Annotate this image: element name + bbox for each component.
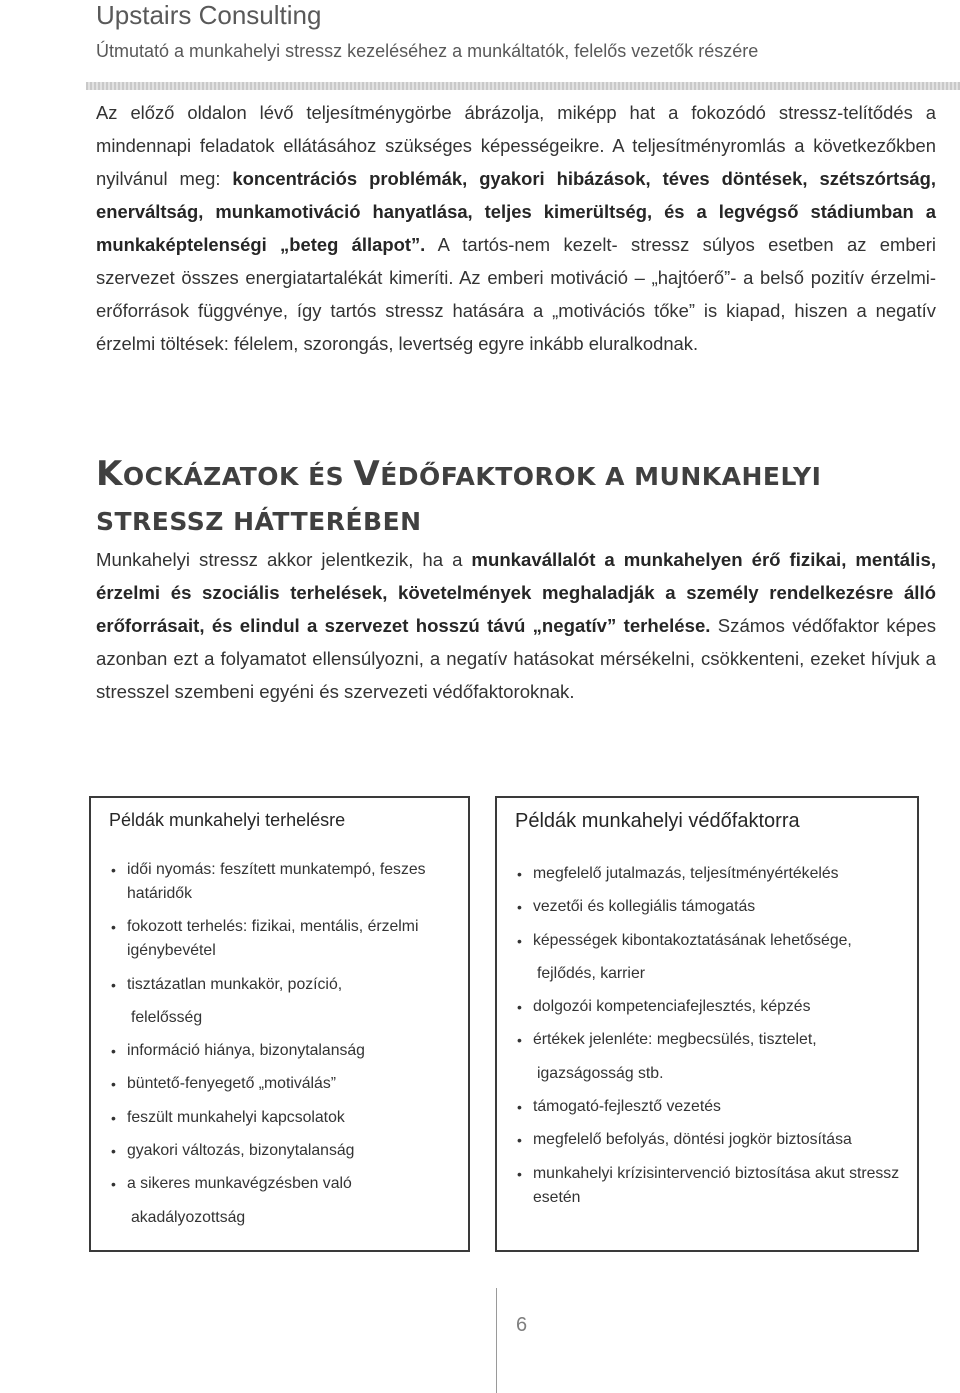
box-title: Példák munkahelyi védőfaktorra <box>515 810 800 832</box>
list-item: • képességek kibontakoztatásának lehetősége, <box>517 929 907 953</box>
heading-capital: K <box>96 454 123 494</box>
list-item: • megfelelő jutalmazás, teljesítményértékelés <box>517 862 907 886</box>
list-item: • információ hiánya, bizonytalanság <box>111 1039 441 1063</box>
paragraph-performance <box>96 96 936 360</box>
heading-text: STRESSZ HÁTTERÉBEN <box>96 507 422 536</box>
list-item-continuation: akadályozottság <box>131 1208 246 1226</box>
list-item: • vezetői és kollegiális támogatás <box>517 895 907 919</box>
paragraph-bold-text: koncentrációs problémák, gyakori hibázások, téves döntések, szétszórtság, enerváltság, munkamotiváció hanyatlása, teljes kimerültség, és a legvégső stádiumban a munkaképtelenségi „beteg állapot”. <box>96 168 936 255</box>
list-item: • büntető-fenyegető „motiválás” <box>111 1072 441 1096</box>
protective-factors-box <box>495 796 919 1252</box>
workload-list <box>111 858 441 1239</box>
list-item: • tisztázatlan munkakör, pozíció, <box>111 973 441 997</box>
protective-list <box>517 862 907 1219</box>
heading-text: OCKÁZATOK ÉS <box>122 462 354 491</box>
page-number: 6 <box>516 1314 528 1336</box>
list-item-continuation: igazságosság stb. <box>537 1064 664 1082</box>
paragraph-text: Számos védőfaktor képes azonban ezt a folyamatot ellensúlyozni, a negatív hatásokat mérsékelni, csökkenteni, ezeket hívjuk a stresszel szembeni egyéni és szervezeti védőfaktoroknak. <box>96 615 936 702</box>
list-item-continuation: felelősség <box>131 1008 203 1026</box>
document-subtitle: Útmutató a munkahelyi stressz kezeléséhez a munkáltatók, felelős vezetők részére <box>96 41 759 61</box>
heading-capital: V <box>353 454 381 494</box>
list-item: • gyakori változás, bizonytalanság <box>111 1139 441 1163</box>
paragraph-text: A tartós-nem kezelt- stressz súlyos esetben az emberi szervezet összes energiatartalékát kimeríti. Az emberi motiváció – „hajtóerő”- a belső pozitív érzelmi-erőforrások függvénye, így tartós stressz hatására a „motivációs tőke” is kiapad, hiszen a negatív érzelmi töltések: félelem, szorongás, levertség egyre inkább eluralkodnak. <box>96 234 936 354</box>
heading-text: ÉDŐFAKTOROK A MUNKAHELYI <box>380 462 822 491</box>
paragraph-text: Munkahelyi stressz akkor jelentkezik, ha a <box>96 549 472 570</box>
workload-examples-box <box>89 796 470 1252</box>
list-item: • dolgozói kompetenciafejlesztés, képzés <box>517 995 907 1019</box>
header-divider <box>86 82 960 90</box>
list-item: • feszült munkahelyi kapcsolatok <box>111 1106 441 1130</box>
list-item: • megfelelő befolyás, döntési jogkör biztosítása <box>517 1128 907 1152</box>
list-item: • munkahelyi krízisintervenció biztosítása akut stressz esetén <box>517 1162 907 1210</box>
page-number-divider <box>496 1288 497 1393</box>
section-heading <box>96 452 916 544</box>
list-item: • támogató-fejlesztő vezetés <box>517 1095 907 1119</box>
list-item: • értékek jelenléte: megbecsülés, tisztelet, <box>517 1028 907 1052</box>
paragraph-bold-text: munkavállalót a munkahelyen érő fizikai, mentális, érzelmi és szociális terhelések, követelmények meghaladják a személy rendelkezésre álló erőforrásait, és elindul a szervezet hosszú távú „negatív” terhelése. <box>96 549 936 636</box>
company-name: Upstairs Consulting <box>96 0 322 30</box>
list-item: • idői nyomás: feszített munkatempó, feszes határidők <box>111 858 441 906</box>
list-item: • fokozott terhelés: fizikai, mentális, érzelmi igénybevétel <box>111 915 441 963</box>
paragraph-text: Az előző oldalon lévő teljesítménygörbe ábrázolja, miképp hat a fokozódó stressz-telítődés a mindennapi feladatok ellátásához szükséges képességeikre. A teljesítményromlás a következőkben nyilvánul meg: <box>96 102 936 189</box>
paragraph-stress-definition <box>96 543 936 708</box>
box-title: Példák munkahelyi terhelésre <box>109 810 346 830</box>
list-item: • a sikeres munkavégzésben való <box>111 1172 441 1196</box>
list-item-continuation: fejlődés, karrier <box>537 964 645 982</box>
